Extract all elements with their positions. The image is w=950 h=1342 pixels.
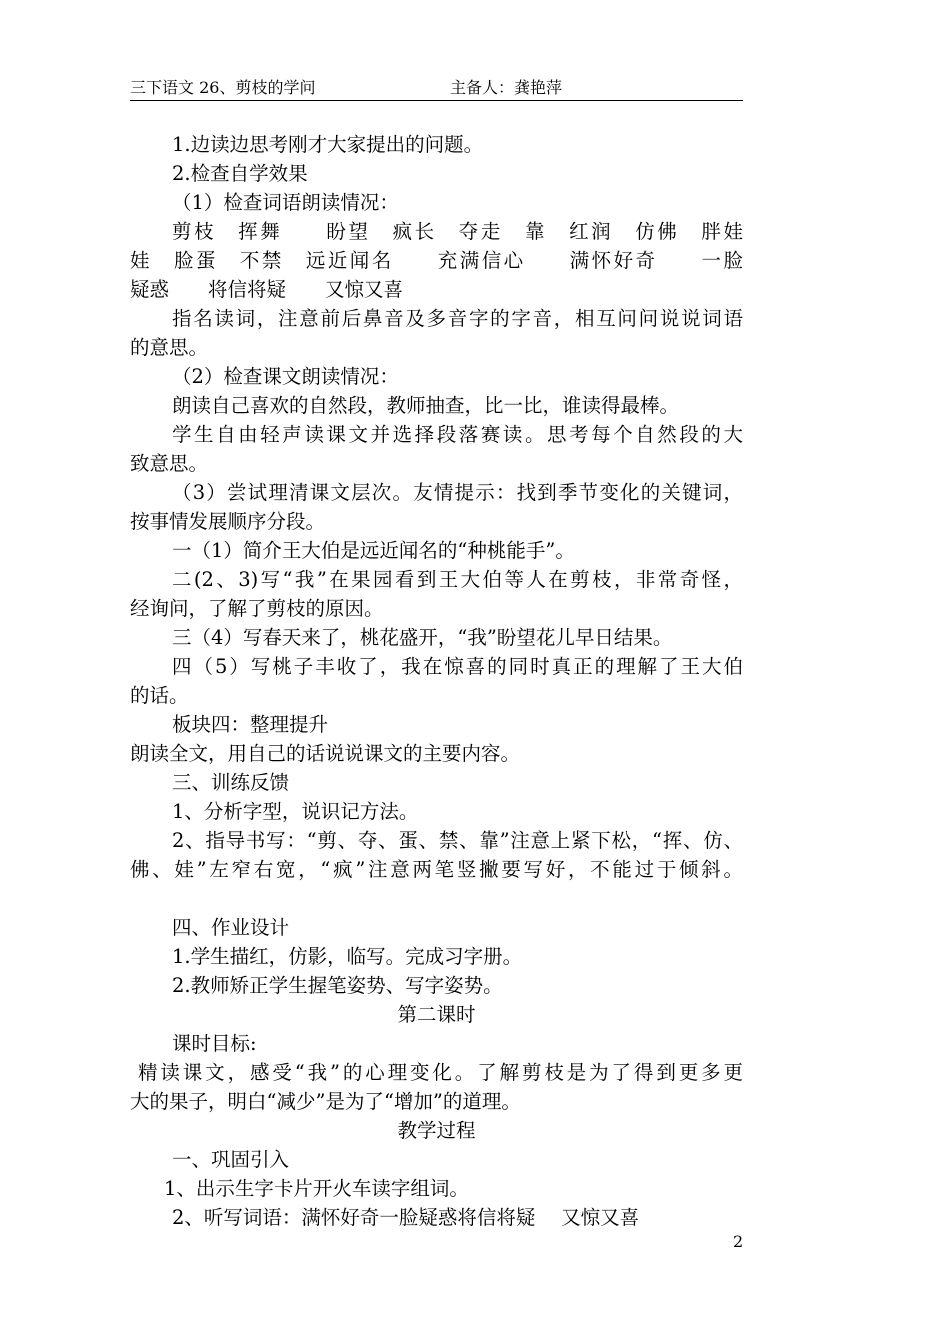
- text-line: 1、分析字型，说识记方法。: [172, 800, 419, 823]
- text-line: 一（1）简介王大伯是远近闻名的“种桃能手”。: [172, 539, 575, 562]
- text-line: 经询问，了解了剪枝的原因。: [130, 597, 384, 620]
- text-line: 2、听写词语：满怀好奇一脸疑惑将信将疑 又惊又喜: [172, 1206, 640, 1229]
- text-line: （1）检查词语朗读情况：: [172, 191, 399, 214]
- text-line: 板块四：整理提升: [172, 713, 329, 736]
- text-line: 1.学生描红，仿影，临写。完成习字册。: [172, 945, 523, 968]
- text-line: 2、指导书写：“剪、夺、蛋、禁、靠”注意上紧下松，“挥、仿、: [172, 829, 743, 852]
- text-line: 1、出示生字卡片开火车读字组词。: [164, 1177, 469, 1200]
- text-line: 课时目标:: [172, 1032, 257, 1055]
- text-line: 的意思。: [130, 336, 209, 359]
- text-line: 指名读词，注意前后鼻音及多音字的字音，相互问问说说词语: [172, 307, 743, 330]
- text-line: 佛、娃”左窄右宽，“疯”注意两笔竖撇要写好，不能过于倾斜。: [130, 858, 743, 881]
- header-author: 主备人：龚艳萍: [450, 78, 563, 97]
- text-line: 2.检查自学效果: [172, 162, 308, 185]
- page-number: 2: [733, 1232, 744, 1251]
- text-line: 朗读全文，用自己的话说说课文的主要内容。: [130, 742, 521, 765]
- text-line: 二(2、3)写“我”在果园看到王大伯等人在剪枝，非常奇怪，: [172, 568, 743, 591]
- text-line: 教学过程: [397, 1119, 476, 1142]
- text-line: 疑惑 将信将疑 又惊又喜: [130, 278, 404, 301]
- text-line: 四（5）写桃子丰收了，我在惊喜的同时真正的理解了王大伯: [172, 655, 743, 678]
- text-line: 学生自由轻声读课文并选择段落赛读。思考每个自然段的大: [172, 423, 743, 446]
- text-line: 1.边读边思考刚才大家提出的问题。: [172, 133, 484, 156]
- text-line: 的话。: [130, 684, 189, 707]
- text-line: 剪枝 挥舞 盼望 疯长 夺走 靠 红润 仿佛 胖娃: [172, 220, 743, 243]
- text-line: 致意思。: [130, 452, 209, 475]
- text-line: 四、作业设计: [172, 916, 290, 939]
- text-line: （3）尝试理清课文层次。友情提示：找到季节变化的关键词，: [172, 481, 743, 504]
- blank-line: [130, 884, 743, 913]
- text-line: 一、巩固引入: [172, 1148, 290, 1171]
- text-line: 精读课文，感受“我”的心理变化。了解剪枝是为了得到更多更: [138, 1061, 743, 1084]
- text-line: 大的果子，明白“减少”是为了“增加”的道理。: [130, 1090, 521, 1113]
- page-header: [130, 78, 743, 101]
- text-line: 娃 脸蛋 不禁 远近闻名 充满信心 满怀好奇 一脸: [130, 249, 743, 272]
- text-line: 三（4）写春天来了，桃花盛开，“我”盼望花儿早日结果。: [172, 626, 673, 649]
- text-line: 三、训练反馈: [172, 771, 290, 794]
- text-line: 朗读自己喜欢的自然段，教师抽查，比一比，谁读得最棒。: [172, 394, 680, 417]
- text-line: （2）检查课文朗读情况：: [172, 365, 399, 388]
- text-line: 2.教师矫正学生握笔姿势、写字姿势。: [172, 974, 503, 997]
- text-line: 第二课时: [397, 1003, 476, 1026]
- document-body: [130, 130, 743, 1232]
- text-line: 按事情发展顺序分段。: [130, 510, 326, 533]
- header-title: 三下语文 26、剪枝的学问: [130, 78, 316, 97]
